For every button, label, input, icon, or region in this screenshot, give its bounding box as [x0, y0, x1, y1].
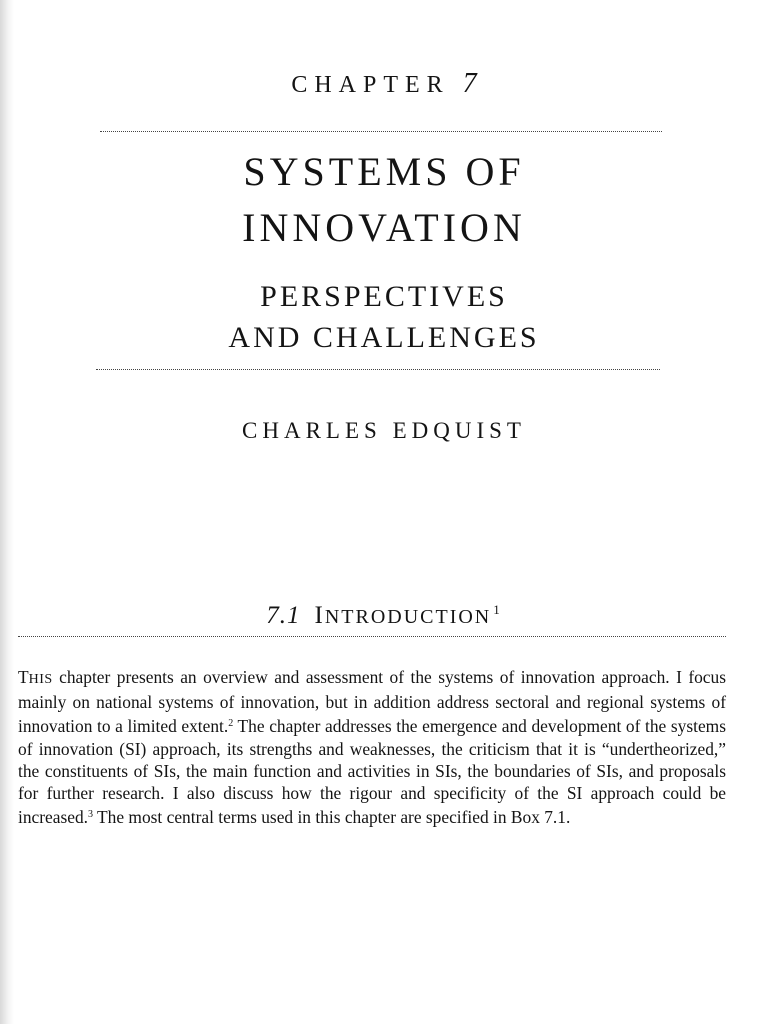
chapter-title-line-2: INNOVATION: [242, 205, 526, 250]
top-dotted-rule: [100, 131, 662, 132]
paragraph-text-1: chapter presents an overview and assessment of the systems of innovation approach. I focus mainly on national systems of innovation, but in addition address sectoral and regional systems of innovation to a limited extent.: [18, 667, 726, 737]
section-dotted-rule: [18, 636, 726, 637]
chapter-heading: [0, 68, 768, 100]
section-number: 7.1: [266, 602, 301, 629]
chapter-subtitle-line-1: PERSPECTIVES: [260, 280, 508, 313]
section-title-initial: I: [314, 602, 325, 629]
chapter-number: 7: [462, 68, 477, 99]
paragraph-text-2: The chapter addresses the emergence and development of the systems of innovation (SI) approach, its strengths and weaknesses, the criticism that it is “undertheorized,” the constituents of SIs, the main function and activities in SIs, the boundaries of SIs, and proposals for further research. I also discuss how the rigour and specificity of the SI approach could be increased.: [18, 716, 726, 828]
intro-paragraph: [18, 666, 726, 828]
lead-word-rest: HIS: [28, 672, 53, 687]
lead-word-initial: T: [18, 667, 29, 687]
chapter-title-line-1: SYSTEMS OF: [243, 149, 525, 194]
section-footnote-ref: 1: [493, 602, 502, 617]
footnote-ref-3: 3: [88, 809, 94, 821]
chapter-subtitle-line-2: AND CHALLENGES: [228, 321, 540, 354]
footnote-ref-2: 2: [228, 718, 234, 730]
chapter-label: CHAPTER: [291, 72, 450, 98]
section-heading: [0, 602, 768, 630]
author-name: CHARLES EDQUIST: [242, 418, 526, 443]
paragraph-text-3: The most central terms used in this chapter are specified in Box 7.1.: [93, 807, 571, 828]
section-title-rest: NTRODUCTION: [324, 606, 492, 628]
title-dotted-rule: [96, 369, 660, 370]
